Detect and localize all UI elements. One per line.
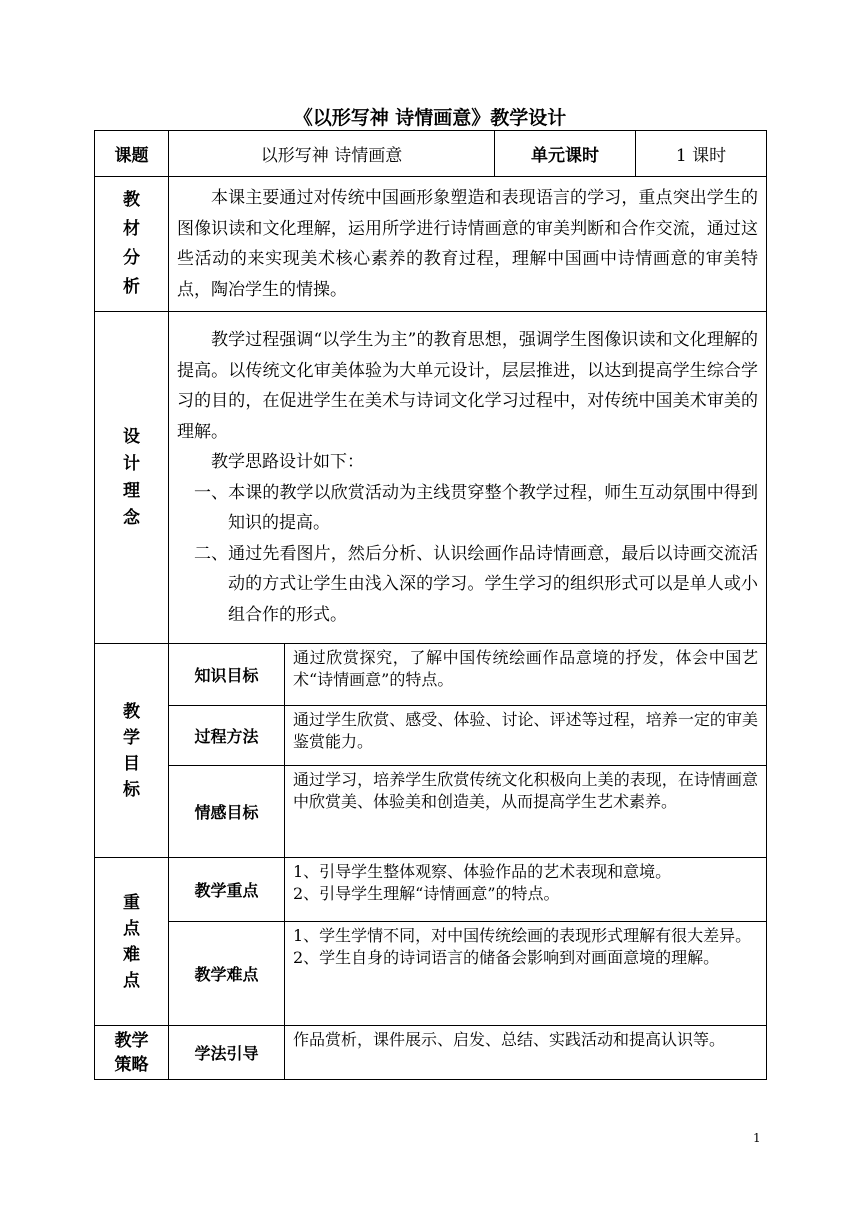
strategy-name: 学法引导 bbox=[169, 1026, 285, 1080]
goal-row bbox=[95, 706, 767, 766]
key-point-name: 教学难点 bbox=[169, 922, 285, 1026]
material-analysis-row bbox=[95, 177, 767, 312]
design-concept-row bbox=[95, 312, 767, 644]
material-analysis-label: 教材分析 bbox=[95, 177, 169, 312]
design-concept-intro: 教学思路设计如下： bbox=[211, 452, 364, 472]
goal-text: 通过欣赏探究，了解中国传统绘画作品意境的抒发，体会中国艺术“诗情画意”的特点。 bbox=[285, 644, 767, 706]
page-number: 1 bbox=[753, 1131, 761, 1145]
topic-label: 课题 bbox=[95, 131, 169, 177]
design-concept-paragraph: 教学过程强调“以学生为主”的教育思想，强调学生图像识读和文化理解的提高。以传统文化审美体验为大单元设计，层层推进，以达到提高学生综合学习的目的，在促进学生在美术与诗词文化学习过程中，对传统中国美术审美的理解。 bbox=[177, 330, 758, 442]
teaching-goals-label: 教学目标 bbox=[95, 644, 169, 858]
key-point-row bbox=[95, 922, 767, 1026]
design-concept-text bbox=[169, 312, 767, 644]
goal-row bbox=[95, 644, 767, 706]
document-title: 《以形写神 诗情画意》教学设计 bbox=[293, 107, 567, 129]
key-points-label: 重点难点 bbox=[95, 858, 169, 1026]
key-point-text: 1、引导学生整体观察、体验作品的艺术表现和意境。 2、引导学生理解“诗情画意”的特点。 bbox=[285, 858, 767, 922]
key-point-row bbox=[95, 858, 767, 922]
goal-text: 通过学习，培养学生欣赏传统文化积极向上美的表现，在诗情画意中欣赏美、体验美和创造美，从而提高学生艺术素养。 bbox=[285, 766, 767, 858]
goal-name: 知识目标 bbox=[169, 644, 285, 706]
goal-name: 情感目标 bbox=[169, 766, 285, 858]
goal-text: 通过学生欣赏、感受、体验、讨论、评述等过程，培养一定的审美鉴赏能力。 bbox=[285, 706, 767, 766]
lesson-plan-table bbox=[94, 130, 767, 1080]
strategy-text: 作品赏析，课件展示、启发、总结、实践活动和提高认识等。 bbox=[285, 1026, 767, 1080]
material-analysis-text: 本课主要通过对传统中国画形象塑造和表现语言的学习，重点突出学生的图像识读和文化理解，运用所学进行诗情画意的审美判断和合作交流，通过这些活动的来实现美术核心素养的教育过程，理解中国画中诗情画意的审美特点，陶冶学生的情操。 bbox=[169, 177, 767, 312]
design-concept-label: 设计理念 bbox=[95, 312, 169, 644]
design-concept-item: 一、本课的教学以欣赏活动为主线贯穿整个教学过程，师生互动氛围中得到知识的提高。 bbox=[194, 482, 758, 533]
strategy-row bbox=[95, 1026, 767, 1080]
unit-hours-value: 1 课时 bbox=[636, 131, 767, 177]
key-point-text: 1、学生学情不同，对中国传统绘画的表现形式理解有很大差异。 2、学生自身的诗词语言的储备会影响到对画面意境的理解。 bbox=[285, 922, 767, 1026]
header-row bbox=[95, 131, 767, 177]
goal-row bbox=[95, 766, 767, 858]
unit-hours-label: 单元课时 bbox=[495, 131, 636, 177]
topic-value: 以形写神 诗情画意 bbox=[169, 131, 495, 177]
design-concept-item: 二、通过先看图片，然后分析、认识绘画作品诗情画意，最后以诗画交流活动的方式让学生由浅入深的学习。学生学习的组织形式可以是单人或小组合作的形式。 bbox=[194, 543, 758, 625]
goal-name: 过程方法 bbox=[169, 706, 285, 766]
strategy-label: 教学 策略 bbox=[95, 1026, 169, 1080]
key-point-name: 教学重点 bbox=[169, 858, 285, 922]
